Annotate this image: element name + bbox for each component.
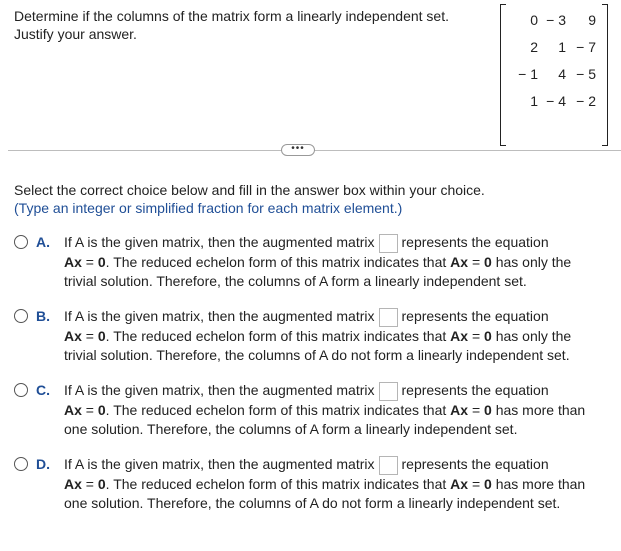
matrix-right-bracket — [602, 4, 608, 146]
choice-text-part: = — [468, 327, 485, 344]
equation-ax: Ax — [450, 253, 469, 270]
choice-text-part: one solution. Therefore, the columns of A form a linearly independent set. — [64, 420, 518, 437]
choice-text-part: = — [468, 401, 485, 418]
choice-text-part: = — [468, 253, 485, 270]
equation-zero: 0 — [97, 327, 106, 344]
choice-text — [64, 307, 614, 365]
choice-text-part: = — [81, 401, 98, 418]
matrix-cell: − 4 — [546, 93, 566, 109]
matrix-cell: − 7 — [576, 39, 596, 55]
given-matrix — [500, 4, 608, 146]
choice-text — [64, 381, 614, 439]
choice-text-part: If A is the given matrix, then the augmented matrix — [64, 308, 375, 324]
choice-letter: B. — [36, 308, 50, 324]
matrix-cell: 2 — [530, 39, 538, 55]
equation-ax: Ax — [64, 253, 82, 270]
choice-text-part: has more than — [491, 401, 586, 418]
answer-box-d[interactable] — [379, 456, 398, 475]
choice-text-part: . The reduced echelon form of this matrix indicates that — [105, 475, 451, 492]
matrix-cell: 9 — [588, 12, 596, 28]
choice-text-part: has only the — [491, 253, 572, 270]
choice-text-part: If A is the given matrix, then the augmented matrix — [64, 456, 375, 472]
equation-ax: Ax — [64, 401, 82, 418]
matrix-cell: 0 — [530, 12, 538, 28]
matrix-cell: − 3 — [546, 12, 566, 28]
choice-text — [64, 233, 614, 291]
equation-zero: 0 — [484, 253, 492, 270]
choice-text-part: If A is the given matrix, then the augmented matrix — [64, 234, 375, 250]
choice-text-part: If A is the given matrix, then the augmented matrix — [64, 382, 375, 398]
equation-zero: 0 — [97, 401, 106, 418]
equation-ax: Ax — [450, 401, 469, 418]
choice-text — [64, 455, 614, 513]
choice-text-part: = — [81, 327, 98, 344]
instructions-line-2: (Type an integer or simplified fraction for each matrix element.) — [14, 200, 403, 216]
matrix-left-bracket — [500, 4, 506, 146]
equation-zero: 0 — [484, 475, 492, 492]
choice-text-part: one solution. Therefore, the columns of A do not form a linearly independent set. — [64, 494, 561, 511]
answer-box-a[interactable] — [379, 234, 398, 253]
equation-ax: Ax — [64, 327, 82, 344]
equation-ax: Ax — [450, 475, 469, 492]
choice-text-part: trivial solution. Therefore, the columns of A do not form a linearly independent set. — [64, 346, 570, 363]
choice-text-part: = — [81, 475, 98, 492]
choice-text-part: has only the — [491, 327, 572, 344]
choice-letter: A. — [36, 234, 50, 250]
question-line-2: Justify your answer. — [14, 26, 137, 42]
matrix-row — [508, 12, 598, 32]
matrix-row — [508, 93, 598, 113]
matrix-row — [508, 39, 598, 59]
question-line-1: Determine if the columns of the matrix form a linearly independent set. — [14, 8, 449, 24]
radio-button-a[interactable] — [14, 235, 28, 249]
equation-zero: 0 — [484, 401, 492, 418]
choice-text-part: represents the equation — [401, 308, 549, 324]
choice-text-part: . The reduced echelon form of this matrix indicates that — [105, 253, 451, 270]
choice-text-part: . The reduced echelon form of this matrix indicates that — [105, 327, 451, 344]
choice-text-part: trivial solution. Therefore, the columns of A form a linearly independent set. — [64, 272, 527, 289]
question-text — [14, 7, 484, 43]
choice-text-part: = — [81, 253, 98, 270]
radio-button-b[interactable] — [14, 309, 28, 323]
choice-text-part: represents the equation — [401, 456, 549, 472]
equation-ax: Ax — [64, 475, 82, 492]
matrix-cell: − 2 — [576, 93, 596, 109]
choice-text-part: has more than — [491, 475, 586, 492]
matrix-cell: 4 — [558, 66, 566, 82]
answer-box-c[interactable] — [379, 382, 398, 401]
radio-button-d[interactable] — [14, 457, 28, 471]
radio-button-c[interactable] — [14, 383, 28, 397]
matrix-cell: 1 — [530, 93, 538, 109]
choice-text-part: represents the equation — [401, 234, 549, 250]
matrix-cell: 1 — [558, 39, 566, 55]
answer-box-b[interactable] — [379, 308, 398, 327]
choice-text-part: represents the equation — [401, 382, 549, 398]
expand-button[interactable]: ••• — [281, 144, 315, 156]
matrix-row — [508, 66, 598, 86]
instructions-line-1: Select the correct choice below and fill in the answer box within your choice. — [14, 182, 485, 198]
equation-ax: Ax — [450, 327, 469, 344]
matrix-cell: − 1 — [518, 66, 538, 82]
equation-zero: 0 — [97, 253, 106, 270]
equation-zero: 0 — [97, 475, 106, 492]
matrix-cell: − 5 — [576, 66, 596, 82]
choice-letter: D. — [36, 456, 50, 472]
equation-zero: 0 — [484, 327, 492, 344]
instructions — [14, 181, 485, 217]
choice-letter: C. — [36, 382, 50, 398]
choice-text-part: = — [468, 475, 485, 492]
choice-text-part: . The reduced echelon form of this matrix indicates that — [105, 401, 451, 418]
